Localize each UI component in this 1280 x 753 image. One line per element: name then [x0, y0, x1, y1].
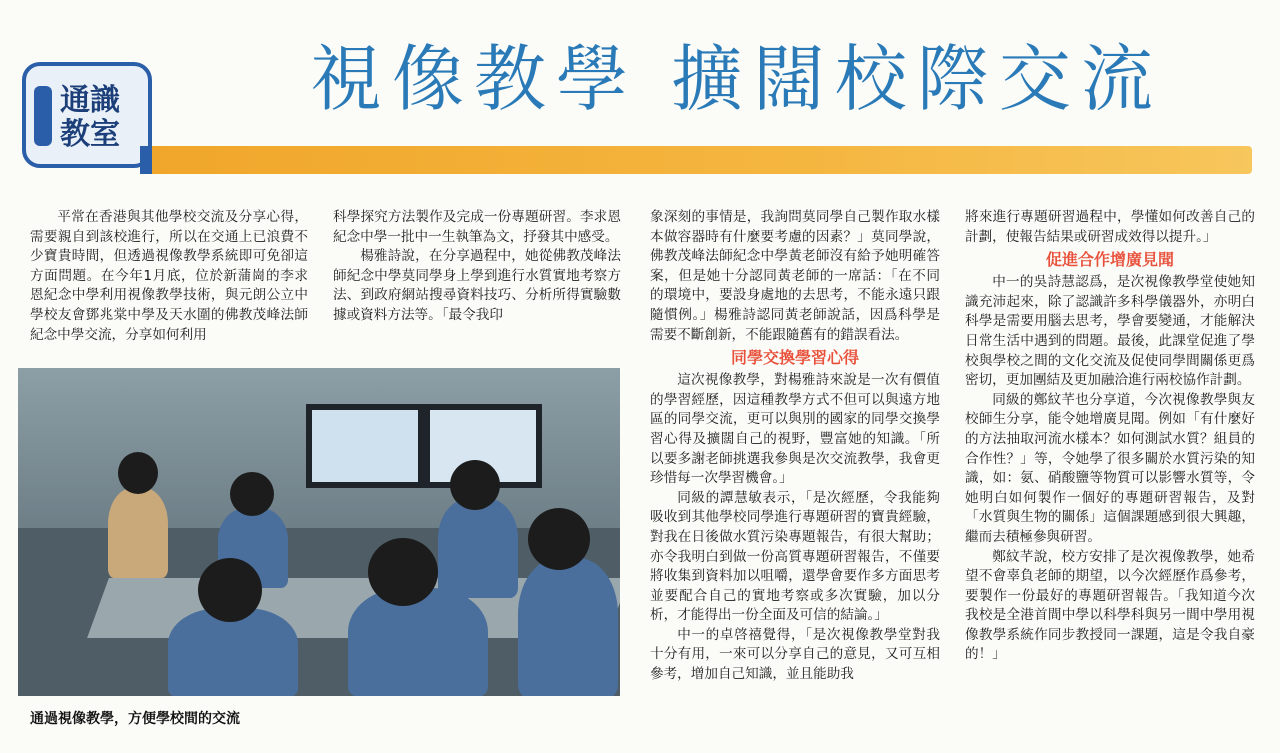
paragraph: 中一的吳詩慧認爲，是次視像教學堂使她知識充沛起來，除了認識許多科學儀器外，亦明白科學是需要用腦去思考，學會要變通，才能解決日常生活中遇到的問題。最後，此課堂促進了學校與學校之間的文化交流及促使同學間關係更爲密切，更加團結及更加融洽進行兩校協作計劃。: [965, 274, 1255, 389]
paragraph: 平常在香港與其他學校交流及分享心得，需要親自到該校進行，所以在交通上已浪費不少寶貴時間，但透過視像教學系統即可免卻這方面問題。在今年1月底，位於新蒲崗的李求恩紀念中學利用視像教學技術，與元朗公立中學校友會鄧兆棠中學及天水圍的佛教茂峰法師紀念中學交流，分享如何利用: [30, 209, 308, 343]
section-subheading: 同學交換學習心得: [730, 348, 859, 368]
student-head: [528, 508, 590, 570]
text-column-2: [333, 208, 621, 353]
badge-line-2: 教室: [60, 117, 120, 152]
paragraph: 鄭紋芊說，校方安排了是次視像教學，她希望不會辜負老師的期望，以今次經歷作爲參考，要製作一份最好的專題研習報告。「我知道今次我校是全港首間中學以科學科與另一間中學用視像教學系統作同步教授同一課題，這是令我自豪的！」: [965, 548, 1255, 663]
text-column-3: [650, 208, 940, 753]
paragraph: 中一的卓啓禧覺得，「是次視像教學堂對我十分有用，一來可以分享自己的意見，又可互相參考，增加自己知識，並且能助我: [650, 626, 940, 683]
student-figure: [518, 558, 618, 696]
student-figure: [108, 488, 168, 578]
header-rule: [140, 146, 1252, 174]
student-head: [450, 460, 500, 510]
student-figure: [438, 498, 518, 598]
student-head: [368, 538, 438, 606]
classroom-photo: [18, 368, 620, 696]
section-subheading: 促進合作增廣見聞: [1045, 250, 1174, 270]
paragraph: 象深刻的事情是，我詢問莫同學自己製作取水樣本做容器時有什麼要考慮的因素？」莫同學說，佛教茂峰法師紀念中學黃老師沒有給予她明確答案，但是她十分認同黃老師的一席話：「在不同的環境中，要設身處地的去思考，不能永遠只跟隨慣例。」楊雅詩認同黃老師說話，因爲科學是需要不斷創新，不能跟隨舊有的錯誤看法。: [650, 209, 940, 343]
article-title: 視像教學 擴闊校際交流: [310, 37, 1163, 121]
paragraph: 同級的譚慧敏表示，「是次經歷，令我能夠吸收到其他學校同學進行專題研習的寶貴經驗，對我在日後做水質污染專題報告，有很大幫助；亦令我明白到做一份高質專題研習報告，不僅要將收集到資料加以咀嚼，還學會要作多方面思考並要配合自己的實地考察或多次實驗，加以分析，才能得出一份全面及可信的結論。」: [650, 489, 940, 624]
paragraph: 楊雅詩說，在分享過程中，她從佛教茂峰法師紀念中學莫同學身上學到進行水質實地考察方法、到政府網站搜尋資料技巧、分析所得實驗數據或資料方法等。「最令我印: [333, 248, 621, 323]
badge-accent: [34, 86, 52, 146]
column-badge: [22, 62, 152, 168]
student-figure: [348, 588, 488, 696]
paragraph: 同級的鄭紋芊也分享道，今次視像教學與友校師生分享，能令她增廣見聞。例如「有什麼好的方法抽取河流水樣本？如何測試水質？組員的合作性？」等，令她學了很多關於水質污染的知識，如：氨、硝酸鹽等物質可以影響水質等，令她明白如何製作一個好的專題研習報告，及對「水質與生物的關係」這個課題感到很大興趣，繼而去積極參與研習。: [965, 391, 1255, 545]
text-column-1: [30, 208, 308, 353]
badge-line-1: 通識: [60, 83, 120, 118]
text-column-4: [965, 208, 1255, 753]
badge-text: [60, 84, 142, 154]
student-head: [198, 558, 262, 622]
student-head: [118, 452, 158, 494]
student-head: [230, 472, 274, 516]
photo-caption: 通過視像教學，方便學校間的交流: [30, 711, 240, 727]
monitor-screen: [306, 404, 424, 488]
paragraph: 這次視像教學，對楊雅詩來說是一次有價值的學習經歷，因這種教學方式不但可以與遠方地區的同學交流，更可以與別的國家的同學交換學習心得及擴闊自己的視野，豐富她的知識。「所以要多謝老師挑選我參與是次交流教學，我會更珍惜每一次學習機會。」: [650, 372, 940, 487]
header-rule-accent: [140, 146, 152, 174]
paragraph: 將來進行專題研習過程中，學懂如何改善自己的計劃，使報告結果或研習成效得以提升。」: [965, 209, 1255, 245]
paragraph: 科學探究方法製作及完成一份專題研習。李求恩紀念中學一批中一生執筆為文，抒發其中感受。: [333, 209, 621, 245]
header: [0, 0, 1280, 200]
